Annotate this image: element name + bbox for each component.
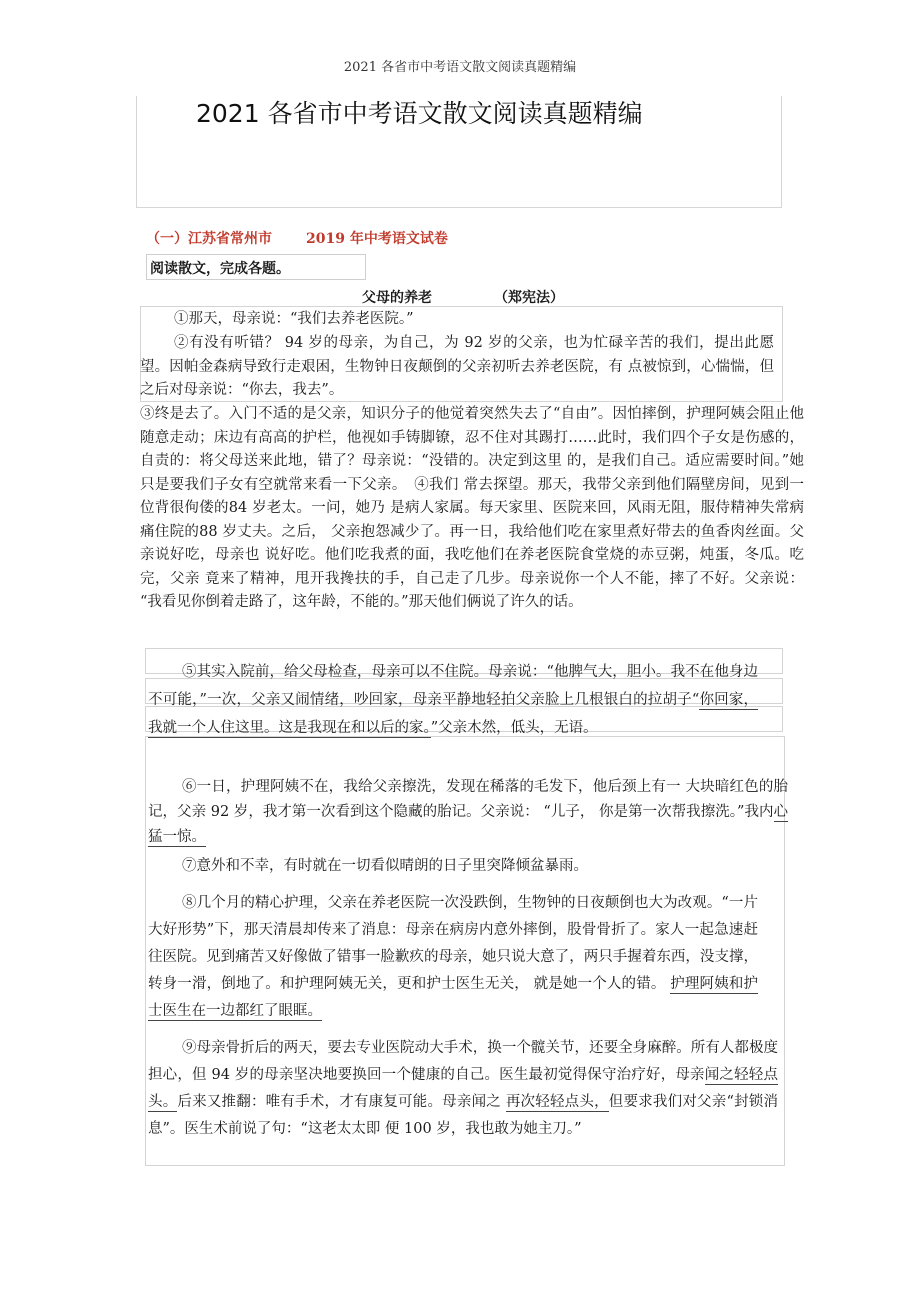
- paragraph-2: ②有没有听错？ 94 岁的母亲，为自己，为 92 岁的父亲，也为忙碌辛苦的我们，提出此愿望。因帕金森病导致行走艰困，生物钟日夜颠倒的父亲初听去养老医院，有 点被惊到，心惴惴，但之后对母亲说：“你去，我去”。: [140, 335, 774, 398]
- paragraph-9-text-c: 但要求我们对父亲“封锁消息”。医生术前说了句：“这老太太即 便 100 岁，我也敢为她主刀。”: [148, 1094, 779, 1137]
- paragraph-5-underlined: 你回家，我就一个人住这里。这是我现在和以后的家。: [148, 692, 759, 736]
- paragraph-8: [148, 890, 758, 1025]
- essay-author: （郑宪法）: [494, 290, 564, 306]
- paragraph-3-4: ③终是去了。入门不适的是父亲，知识分子的他觉着突然失去了“自由”。因怕摔倒，护理阿姨会阻止他随意走动；床边有高高的护栏，他视如手铸脚镣，忍不住对其踢打……此时，我们四个子女是伤感的，自责的：将父母送来此地，错了？母亲说：“没错的。决定到这里 的，是我们自己。适应需要时间。”她只是要我们子女有空就常来看一下父亲。 ④我们 常去探望。那天，我带父亲到他们隔壁房间，见到一位背很佝偻的84 岁老太。一问，她乃 是病人家属。每天家里、医院来回，风雨无阻，服侍精神失常病痛住院的88 岁丈夫。之后， 父亲抱怨减少了。再一日，我给他们吃在家里煮好带去的鱼香肉丝面。父亲说好吃，母亲也 说好吃。他们吃我煮的面，我吃他们在养老医院食堂烧的赤豆粥，炖蛋，冬瓜。吃完，父亲 竟来了精神，甩开我搀扶的手，自己走了几步。母亲说你一个人不能，摔了不好。父亲说： “我看见你倒着走路了，这年龄，不能的。”那天他们俩说了许久的话。: [140, 406, 804, 610]
- paragraph-9-underlined-2: 再次轻轻点头，: [505, 1094, 609, 1110]
- paragraph-8-text-a: ⑧几个月的精心护理，父亲在养老医院一次没跌倒，生物钟的日夜颠倒也大为改观。“一片大好形势”下，那天清晨却传来了消息：母亲在病房内意外摔倒，股骨骨折了。家人一起急速赶往医院。见到痛苦又好像做了错事一脸歉疚的母亲，她只说大意了，两只手握着东西，没支撑，转身一滑，倒地了。和护理阿姨无关，更和护士医生无关， 就是她一个人的错。: [148, 895, 758, 992]
- paragraph-9: [148, 1035, 778, 1143]
- paragraph-5: [148, 658, 758, 742]
- section-heading-exam: 2019 年中考语文试卷: [306, 231, 448, 247]
- paragraph-7: ⑦意外和不幸，有时就在一切看似晴朗的日子里突降倾盆暴雨。: [182, 858, 588, 874]
- paragraph-8-underlined: 护理阿姨和护士医生在一边都红了眼眶。: [148, 976, 758, 1019]
- section-heading: [146, 228, 448, 248]
- paragraph-9-text-a: ⑨母亲骨折后的两天，要去专业医院动大手术，换一个髋关节，还要全身麻醉。所有人都极度担心，但 94 岁的母亲坚决地要换回一个健康的自己。医生最初觉得保守治疗好，母亲: [148, 1040, 778, 1083]
- paragraph-9-text-b: 后来又推翻：唯有手术，才有康复可能。母亲闻之: [177, 1094, 506, 1110]
- reading-instruction: 阅读散文，完成各题。: [150, 261, 290, 277]
- paragraph-6-text-a: ⑥一日，护理阿姨不在，我给父亲擦洗，发现在稀落的毛发下，他后颈上有一 大块暗红色的胎记，父亲 92 岁，我才第一次看到这个隐藏的胎记。父亲说： “儿子， 你是第一次帮我擦洗。”我内: [148, 779, 788, 820]
- section-heading-region: （一）江苏省常州市: [146, 231, 272, 247]
- page-title: 2021 各省市中考语文散文阅读真题精编: [196, 99, 643, 128]
- paragraph-5-text-a: ⑤其实入院前，给父母检查，母亲可以不住院。母亲说：“他脾气大，胆小。我不在他身边不可能，”一次，父亲又闹情绪，吵回家，母亲平静地轻拍父亲脸上几根银白的拉胡子“: [148, 664, 758, 708]
- essay-title-line: [362, 287, 564, 307]
- paragraph-6-underlined: 心猛一惊。: [148, 804, 788, 845]
- essay-title: 父母的养老: [362, 290, 432, 306]
- running-header: 2021 各省市中考语文散文阅读真题精编: [343, 60, 577, 75]
- paragraph-9-underlined-1: 闻之轻轻点头。: [148, 1067, 778, 1110]
- paragraph-1: ①那天，母亲说：“我们去养老医院。”: [174, 311, 414, 327]
- paragraph-6: [148, 775, 788, 850]
- paragraph-5-text-b: ”父亲木然，低头，无语。: [430, 720, 598, 736]
